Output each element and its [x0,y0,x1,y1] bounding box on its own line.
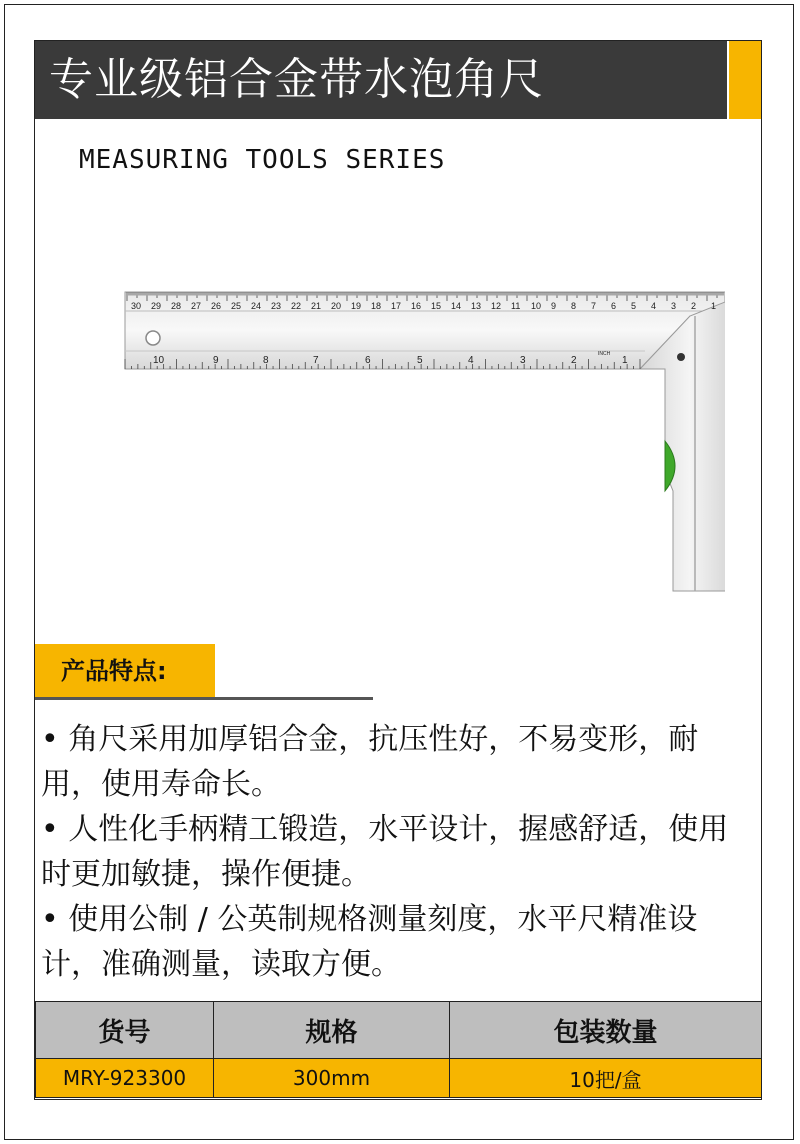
table-row [36,1059,762,1098]
spec-table [35,1001,762,1098]
inch-label: 8 [263,355,269,366]
feature-item: • 角尺采用加厚铝合金，抗压性好，不易变形，耐用，使用寿命长。 [41,722,699,802]
cm-label: 22 [291,301,302,311]
title-accent-block [729,41,761,119]
inch-label: 5 [417,355,423,366]
cm-label: 10 [531,301,542,311]
features-list [41,717,753,987]
cell-item-no: MRY-923300 [36,1059,214,1098]
inch-label: 9 [213,355,219,366]
cm-label: 25 [231,301,242,311]
header-item-no: 货号 [36,1002,214,1059]
cm-label: 7 [591,301,597,311]
hang-hole-icon [146,331,160,345]
cm-label: 29 [151,301,162,311]
cm-label: 17 [391,301,402,311]
cm-label: 19 [351,301,362,311]
cm-label: 28 [171,301,182,311]
inch-label: 2 [571,355,577,366]
product-card [34,40,762,1100]
cell-pack-qty: 10把/盒 [450,1059,762,1098]
series-label: MEASURING TOOLS SERIES [79,145,446,175]
inch-label: 3 [520,355,526,366]
cm-label: 20 [331,301,342,311]
cm-label: 1 [711,301,717,311]
cm-label: 26 [211,301,222,311]
features-heading: 产品特点: [35,644,215,698]
inch-label: 10 [153,355,165,366]
cm-label: 3 [671,301,677,311]
page-title: 专业级铝合金带水泡角尺 [35,41,727,119]
inch-marker: INCH [598,351,611,357]
cm-label: 12 [491,301,502,311]
cm-label: 11 [511,301,521,311]
cell-spec: 300mm [214,1059,450,1098]
table-header-row [36,1002,762,1059]
features-divider [35,697,373,700]
inch-label: 6 [365,355,371,366]
header-spec: 规格 [214,1002,450,1059]
header-pack-qty: 包装数量 [450,1002,762,1059]
cm-label: 9 [551,301,557,311]
cm-label: 2 [691,301,697,311]
feature-item: • 使用公制 / 公英制规格测量刻度，水平尺精准设计，准确测量，读取方便。 [41,902,698,982]
cm-label: 4 [651,301,657,311]
inch-label: 7 [313,355,319,366]
feature-item: • 人性化手柄精工锻造，水平设计，握感舒适，使用时更加敏捷，操作便捷。 [41,812,729,892]
cm-label: 6 [611,301,617,311]
cm-label: 24 [251,301,262,311]
rivet-icon [677,353,685,361]
cm-label: 18 [371,301,382,311]
cm-label: 15 [431,301,442,311]
inch-label: 4 [468,355,474,366]
cm-label: 13 [471,301,482,311]
try-square-image [85,241,725,601]
cm-label: 21 [311,301,322,311]
cm-label: 8 [571,301,577,311]
cm-label: 23 [271,301,282,311]
cm-label: 30 [131,301,142,311]
cm-label: 14 [451,301,462,311]
cm-label: 5 [631,301,637,311]
cm-label: 16 [411,301,422,311]
cm-label: 27 [191,301,202,311]
inch-label: 1 [622,355,628,366]
